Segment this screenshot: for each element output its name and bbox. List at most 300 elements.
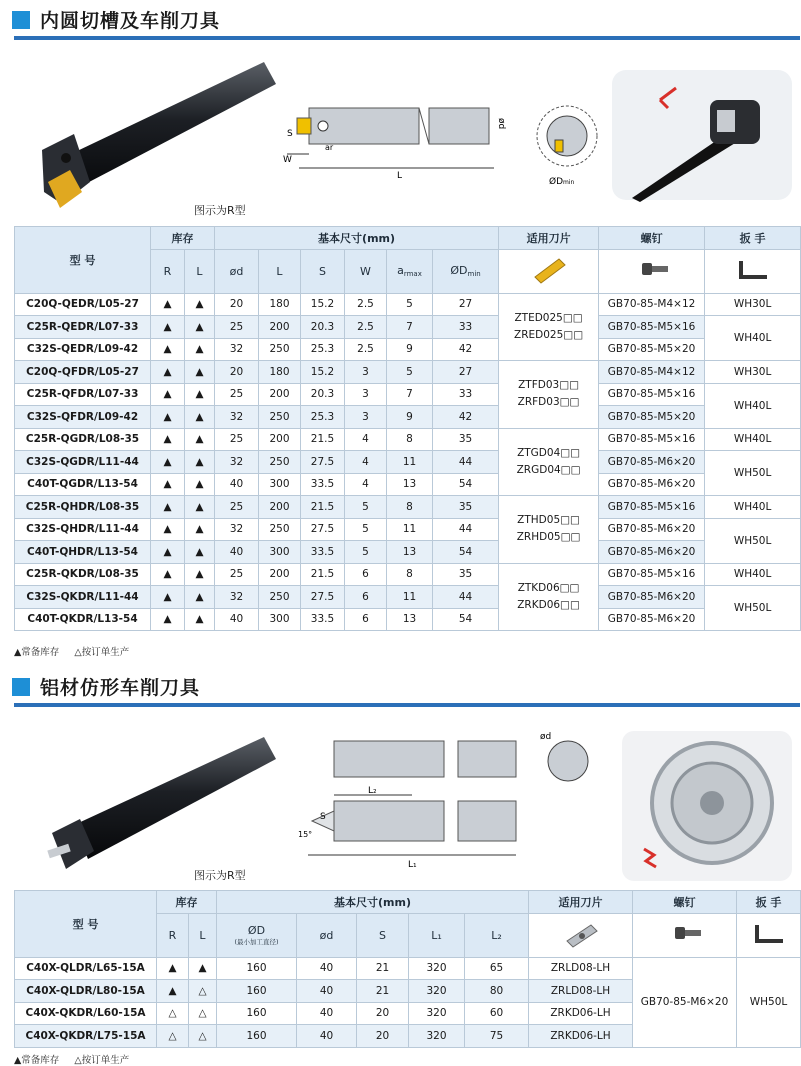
ar-cell: 8 xyxy=(387,428,433,451)
stock-r-cell: △ xyxy=(157,1025,189,1048)
blade-cell xyxy=(499,293,599,361)
l1-cell: 320 xyxy=(409,1002,465,1025)
blade-code: ZTFD03□□ xyxy=(518,379,580,392)
dim-s-label-2: S xyxy=(320,812,326,822)
stock-l-cell: ▲ xyxy=(185,383,215,406)
OD-cell: 160 xyxy=(217,980,297,1003)
blade-cell: ZRKD06-LH xyxy=(529,1025,633,1048)
w-cell: 3 xyxy=(345,406,387,429)
length-cell: 250 xyxy=(259,518,301,541)
boring-bar-photo xyxy=(14,42,274,225)
s-cell: 15.2 xyxy=(301,293,345,316)
w-cell: 5 xyxy=(345,518,387,541)
s-cell: 20.3 xyxy=(301,383,345,406)
model-cell: C32S-QFDR/L09-42 xyxy=(15,406,151,429)
odmin-cell: 27 xyxy=(433,293,499,316)
screw-cell: GB70-85-M5×20 xyxy=(599,338,705,361)
w-cell: 3 xyxy=(345,361,387,384)
table-row xyxy=(15,563,801,586)
table-row xyxy=(15,473,801,496)
od-cell: 25 xyxy=(215,428,259,451)
stock-r-cell: ▲ xyxy=(157,957,189,980)
section2-title: 铝材仿形车削刀具 xyxy=(40,677,201,699)
screw-cell: GB70-85-M5×20 xyxy=(599,406,705,429)
screw-cell: GB70-85-M5×16 xyxy=(599,428,705,451)
od-cell: 40 xyxy=(297,957,357,980)
odmin-cell: 54 xyxy=(433,541,499,564)
screw-cell: GB70-85-M6×20 xyxy=(599,608,705,631)
table-row xyxy=(15,586,801,609)
blade-cell: ZRLD08-LH xyxy=(529,957,633,980)
blade-code: ZTHD05□□ xyxy=(517,514,580,527)
od-cell: 40 xyxy=(297,980,357,1003)
stock-r-cell: ▲ xyxy=(151,563,185,586)
stock-l-cell: ▲ xyxy=(185,563,215,586)
dim-od-label-2: ød xyxy=(540,732,552,742)
od-cell: 25 xyxy=(215,383,259,406)
length-cell: 180 xyxy=(259,361,301,384)
stock-r-cell: ▲ xyxy=(151,451,185,474)
ar-cell: 7 xyxy=(387,383,433,406)
ar-cell: 8 xyxy=(387,563,433,586)
blade-code: ZTKD06□□ xyxy=(517,581,580,594)
od-cell: 40 xyxy=(215,608,259,631)
length-cell: 300 xyxy=(259,541,301,564)
odmin-cell: 35 xyxy=(433,496,499,519)
screw-cell: GB70-85-M6×20 xyxy=(599,541,705,564)
stock-l-cell: △ xyxy=(189,1002,217,1025)
section1-rule xyxy=(14,36,800,40)
stock-r-cell: ▲ xyxy=(151,406,185,429)
stock-l-cell: ▲ xyxy=(185,428,215,451)
col-s-header-2: S xyxy=(357,913,409,957)
dim-l1-label: L₁ xyxy=(408,860,417,870)
stock-r-cell: ▲ xyxy=(151,316,185,339)
col-wrench-header-2: 扳 手 xyxy=(737,891,801,914)
od-cell: 40 xyxy=(215,473,259,496)
w-cell: 5 xyxy=(345,496,387,519)
col-r-header-2: R xyxy=(157,913,189,957)
col-s-header: S xyxy=(301,249,345,293)
od-cell: 40 xyxy=(297,1002,357,1025)
col-len-header: L xyxy=(259,249,301,293)
dim-angle-label: 15° xyxy=(298,830,313,839)
w-cell: 4 xyxy=(345,428,387,451)
ar-cell: 5 xyxy=(387,293,433,316)
col-ar-header: $a_{rmax}$ xyxy=(387,249,433,293)
dim-odmin-label: ØDmin xyxy=(549,177,575,187)
w-cell: 2.5 xyxy=(345,316,387,339)
blade-cell xyxy=(499,361,599,429)
col-blade-header: 适用刀片 xyxy=(499,227,599,250)
model-cell: C20Q-QEDR/L05-27 xyxy=(15,293,151,316)
section1-figure xyxy=(14,42,800,225)
s-cell: 15.2 xyxy=(301,361,345,384)
section1-tool-drawing xyxy=(279,88,509,208)
stock-r-cell: ▲ xyxy=(151,496,185,519)
hex-wrench-icon xyxy=(705,249,801,293)
insert-blade-icon xyxy=(499,249,599,293)
s-cell: 21.5 xyxy=(301,563,345,586)
col-l2-header: L₂ xyxy=(465,913,529,957)
blade-code: ZRGD04□□ xyxy=(516,463,581,476)
wrench-cell: WH30L xyxy=(705,293,801,316)
model-cell: C32S-QGDR/L11-44 xyxy=(15,451,151,474)
s-cell: 25.3 xyxy=(301,406,345,429)
screw-cell: GB70-85-M6×20 xyxy=(633,957,737,1047)
model-cell: C40T-QKDR/L13-54 xyxy=(15,608,151,631)
model-cell: C32S-QEDR/L09-42 xyxy=(15,338,151,361)
blade-code: ZRED025□□ xyxy=(514,328,584,341)
col-w-header: W xyxy=(345,249,387,293)
screw-cell: GB70-85-M6×20 xyxy=(599,586,705,609)
odmin-cell: 42 xyxy=(433,338,499,361)
section1-legend xyxy=(14,644,129,658)
od-cell: 20 xyxy=(215,361,259,384)
stock-l-cell: ▲ xyxy=(185,406,215,429)
length-cell: 250 xyxy=(259,406,301,429)
s-cell: 27.5 xyxy=(301,518,345,541)
od-cell: 32 xyxy=(215,451,259,474)
section2-tool-drawing xyxy=(298,727,628,877)
ar-cell: 9 xyxy=(387,338,433,361)
section2-figure xyxy=(14,709,800,889)
blade-cell: ZRLD08-LH xyxy=(529,980,633,1003)
s-cell: 21 xyxy=(357,957,409,980)
model-cell: C20Q-QFDR/L05-27 xyxy=(15,361,151,384)
section2-heading xyxy=(12,673,200,700)
model-cell: C40X-QLDR/L80-15A xyxy=(15,980,157,1003)
model-cell: C40T-QHDR/L13-54 xyxy=(15,541,151,564)
wrench-cell: WH40L xyxy=(705,563,801,586)
OD-cell: 160 xyxy=(217,957,297,980)
col-odmin-header: $ØD_{min}$ xyxy=(433,249,499,293)
l1-cell: 320 xyxy=(409,1025,465,1048)
OD-cell: 160 xyxy=(217,1025,297,1048)
w-cell: 6 xyxy=(345,586,387,609)
model-cell: C25R-QFDR/L07-33 xyxy=(15,383,151,406)
table-row xyxy=(15,406,801,429)
ar-cell: 11 xyxy=(387,451,433,474)
length-cell: 200 xyxy=(259,496,301,519)
OD-cell: 160 xyxy=(217,1002,297,1025)
model-cell: C25R-QKDR/L08-35 xyxy=(15,563,151,586)
col-basic-header-2: 基本尺寸(mm) xyxy=(217,891,529,914)
model-cell: C40X-QKDR/L75-15A xyxy=(15,1025,157,1048)
blade-cell xyxy=(499,428,599,496)
s-cell: 27.5 xyxy=(301,586,345,609)
ar-cell: 13 xyxy=(387,608,433,631)
stock-l-cell: ▲ xyxy=(185,361,215,384)
model-cell: C40T-QGDR/L13-54 xyxy=(15,473,151,496)
blade-cell: ZRKD06-LH xyxy=(529,1002,633,1025)
w-cell: 6 xyxy=(345,563,387,586)
dim-od-label: ød xyxy=(496,118,506,130)
stock-l-cell: △ xyxy=(189,980,217,1003)
col-screw-header: 螺钉 xyxy=(599,227,705,250)
screw-cell: GB70-85-M6×20 xyxy=(599,518,705,541)
dim-s-label: S xyxy=(287,129,293,139)
section2-caption: 图示为R型 xyxy=(194,869,246,882)
dim-ar-label: ar xyxy=(325,143,334,152)
table-row xyxy=(15,361,801,384)
blade-code: ZTGD04□□ xyxy=(517,446,581,459)
odmin-cell: 44 xyxy=(433,518,499,541)
l1-cell: 320 xyxy=(409,980,465,1003)
s-cell: 27.5 xyxy=(301,451,345,474)
stock-r-cell: ▲ xyxy=(151,338,185,361)
stock-l-cell: ▲ xyxy=(185,608,215,631)
section2-spec-table xyxy=(14,890,801,1048)
col-l-header-2: L xyxy=(189,913,217,957)
wrench-cell: WH40L xyxy=(705,428,801,451)
screw-cell: GB70-85-M4×12 xyxy=(599,293,705,316)
table-row xyxy=(15,608,801,631)
w-cell: 3 xyxy=(345,383,387,406)
model-cell: C32S-QHDR/L11-44 xyxy=(15,518,151,541)
length-cell: 250 xyxy=(259,451,301,474)
section-marker-icon xyxy=(12,678,30,696)
odmin-cell: 35 xyxy=(433,563,499,586)
col-l-header: L xyxy=(185,249,215,293)
l1-cell: 320 xyxy=(409,957,465,980)
wheel-photo xyxy=(622,731,792,881)
length-cell: 300 xyxy=(259,473,301,496)
ar-cell: 13 xyxy=(387,473,433,496)
stock-l-cell: ▲ xyxy=(185,451,215,474)
od-cell: 25 xyxy=(215,316,259,339)
stock-l-cell: ▲ xyxy=(185,338,215,361)
legend-order: △按订单生产 xyxy=(74,647,130,658)
odmin-cell: 33 xyxy=(433,383,499,406)
stock-r-cell: ▲ xyxy=(151,541,185,564)
w-cell: 5 xyxy=(345,541,387,564)
ar-cell: 7 xyxy=(387,316,433,339)
ar-cell: 11 xyxy=(387,518,433,541)
odmin-cell: 54 xyxy=(433,473,499,496)
stock-l-cell: ▲ xyxy=(189,957,217,980)
table-row xyxy=(15,541,801,564)
col-model-header: 型 号 xyxy=(15,227,151,294)
s-cell: 20.3 xyxy=(301,316,345,339)
w-cell: 4 xyxy=(345,473,387,496)
table-row xyxy=(15,451,801,474)
length-cell: 200 xyxy=(259,383,301,406)
ar-cell: 5 xyxy=(387,361,433,384)
screw-cell: GB70-85-M5×16 xyxy=(599,383,705,406)
l2-cell: 65 xyxy=(465,957,529,980)
od-cell: 25 xyxy=(215,496,259,519)
dim-l2-label: L₂ xyxy=(368,786,377,796)
od-cell: 32 xyxy=(215,338,259,361)
model-cell: C40X-QKDR/L60-15A xyxy=(15,1002,157,1025)
col-r-header: R xyxy=(151,249,185,293)
blade-cell xyxy=(499,563,599,631)
col-basic-header: 基本尺寸(mm) xyxy=(215,227,499,250)
length-cell: 300 xyxy=(259,608,301,631)
legend-stock-2: ▲常备库存 xyxy=(14,1055,60,1066)
col-wrench-header: 扳 手 xyxy=(705,227,801,250)
screw-cell: GB70-85-M6×20 xyxy=(599,451,705,474)
table-row xyxy=(15,496,801,519)
s-cell: 33.5 xyxy=(301,473,345,496)
stock-r-cell: ▲ xyxy=(151,428,185,451)
section1-spec-table xyxy=(14,226,801,631)
stock-l-cell: ▲ xyxy=(185,316,215,339)
stock-l-cell: ▲ xyxy=(185,293,215,316)
screw-cell: GB70-85-M5×16 xyxy=(599,563,705,586)
blade-code: ZRFD03□□ xyxy=(517,396,580,409)
wrench-cell: WH50L xyxy=(705,586,801,631)
s-cell: 33.5 xyxy=(301,608,345,631)
blade-code: ZRHD05□□ xyxy=(516,531,581,544)
model-cell: C25R-QGDR/L08-35 xyxy=(15,428,151,451)
s-cell: 33.5 xyxy=(301,541,345,564)
model-cell: C32S-QKDR/L11-44 xyxy=(15,586,151,609)
col-od-header: ød xyxy=(215,249,259,293)
s-cell: 20 xyxy=(357,1025,409,1048)
screw-cell: GB70-85-M5×16 xyxy=(599,316,705,339)
col-od-header-2: ød xyxy=(297,913,357,957)
col-l1-header: L₁ xyxy=(409,913,465,957)
od-cell: 20 xyxy=(215,293,259,316)
table-row xyxy=(15,957,801,980)
w-cell: 6 xyxy=(345,608,387,631)
table-row xyxy=(15,316,801,339)
section1-title: 内圆切槽及车削刀具 xyxy=(40,10,221,32)
s-cell: 21 xyxy=(357,980,409,1003)
stock-l-cell: ▲ xyxy=(185,518,215,541)
stock-r-cell: ▲ xyxy=(151,293,185,316)
col-screw-header-2: 螺钉 xyxy=(633,891,737,914)
legend-order-2: △按订单生产 xyxy=(74,1055,130,1066)
s-cell: 20 xyxy=(357,1002,409,1025)
w-cell: 2.5 xyxy=(345,338,387,361)
od-cell: 25 xyxy=(215,563,259,586)
odmin-cell: 44 xyxy=(433,451,499,474)
col-model-header-2: 型 号 xyxy=(15,891,157,958)
stock-r-cell: ▲ xyxy=(151,473,185,496)
stock-l-cell: ▲ xyxy=(185,496,215,519)
w-cell: 2.5 xyxy=(345,293,387,316)
length-cell: 250 xyxy=(259,338,301,361)
model-cell: C25R-QEDR/L07-33 xyxy=(15,316,151,339)
length-cell: 200 xyxy=(259,563,301,586)
wrench-cell: WH30L xyxy=(705,361,801,384)
length-cell: 200 xyxy=(259,316,301,339)
odmin-cell: 44 xyxy=(433,586,499,609)
stock-r-cell: ▲ xyxy=(151,383,185,406)
s-cell: 21.5 xyxy=(301,428,345,451)
odmin-cell: 27 xyxy=(433,361,499,384)
w-cell: 4 xyxy=(345,451,387,474)
odmin-cell: 33 xyxy=(433,316,499,339)
section1-heading xyxy=(12,6,220,33)
od-cell: 40 xyxy=(215,541,259,564)
length-cell: 200 xyxy=(259,428,301,451)
l2-cell: 80 xyxy=(465,980,529,1003)
screw-icon-2 xyxy=(633,913,737,957)
stock-r-cell: ▲ xyxy=(151,608,185,631)
stock-r-cell: ▲ xyxy=(151,361,185,384)
wrench-cell: WH50L xyxy=(705,451,801,496)
s-cell: 21.5 xyxy=(301,496,345,519)
table-row xyxy=(15,338,801,361)
l2-cell: 60 xyxy=(465,1002,529,1025)
length-cell: 180 xyxy=(259,293,301,316)
odmin-cell: 42 xyxy=(433,406,499,429)
wrench-cell: WH40L xyxy=(705,316,801,361)
wrench-cell: WH40L xyxy=(705,383,801,428)
col-stock-header-2: 库存 xyxy=(157,891,217,914)
wrench-cell: WH50L xyxy=(705,518,801,563)
legend-stock: ▲常备库存 xyxy=(14,647,60,658)
section1-caption: 图示为R型 xyxy=(194,204,246,217)
stock-l-cell: △ xyxy=(189,1025,217,1048)
wrench-cell: WH40L xyxy=(705,496,801,519)
table-row xyxy=(15,383,801,406)
screw-cell: GB70-85-M4×12 xyxy=(599,361,705,384)
od-cell: 32 xyxy=(215,406,259,429)
odmin-cell: 54 xyxy=(433,608,499,631)
od-cell: 32 xyxy=(215,518,259,541)
dim-l-label: L xyxy=(397,171,403,181)
ar-cell: 13 xyxy=(387,541,433,564)
section1-end-view xyxy=(529,88,609,208)
length-cell: 250 xyxy=(259,586,301,609)
stock-r-cell: ▲ xyxy=(151,518,185,541)
section2-rule xyxy=(14,703,800,707)
table-row xyxy=(15,293,801,316)
stock-l-cell: ▲ xyxy=(185,586,215,609)
blade-code: ZRKD06□□ xyxy=(517,598,580,611)
stock-l-cell: ▲ xyxy=(185,473,215,496)
stock-r-cell: △ xyxy=(157,1002,189,1025)
l2-cell: 75 xyxy=(465,1025,529,1048)
stock-r-cell: ▲ xyxy=(151,586,185,609)
screw-cell: GB70-85-M6×20 xyxy=(599,473,705,496)
section-marker-icon xyxy=(12,11,30,29)
screw-cell: GB70-85-M5×16 xyxy=(599,496,705,519)
hex-wrench-icon-2 xyxy=(737,913,801,957)
odmin-cell: 35 xyxy=(433,428,499,451)
col-stock-header: 库存 xyxy=(151,227,215,250)
stock-l-cell: ▲ xyxy=(185,541,215,564)
ar-cell: 11 xyxy=(387,586,433,609)
model-cell: C40X-QLDR/L65-15A xyxy=(15,957,157,980)
table-row xyxy=(15,428,801,451)
wrench-cell: WH50L xyxy=(737,957,801,1047)
blade-cell xyxy=(499,496,599,564)
table-row xyxy=(15,518,801,541)
od-cell: 40 xyxy=(297,1025,357,1048)
insert-closeup-photo xyxy=(612,70,792,200)
ar-cell: 8 xyxy=(387,496,433,519)
profiling-bar-photo xyxy=(14,709,274,889)
col-blade-header-2: 适用刀片 xyxy=(529,891,633,914)
col-OD-header: ØD (最小加工直径) xyxy=(217,913,297,957)
stock-r-cell: ▲ xyxy=(157,980,189,1003)
blade-code: ZTED025□□ xyxy=(514,311,583,324)
section2-legend xyxy=(14,1052,129,1066)
s-cell: 25.3 xyxy=(301,338,345,361)
model-cell: C25R-QHDR/L08-35 xyxy=(15,496,151,519)
insert-blade-icon-2 xyxy=(529,913,633,957)
screw-icon xyxy=(599,249,705,293)
ar-cell: 9 xyxy=(387,406,433,429)
dim-w-label: W xyxy=(283,155,292,165)
od-cell: 32 xyxy=(215,586,259,609)
